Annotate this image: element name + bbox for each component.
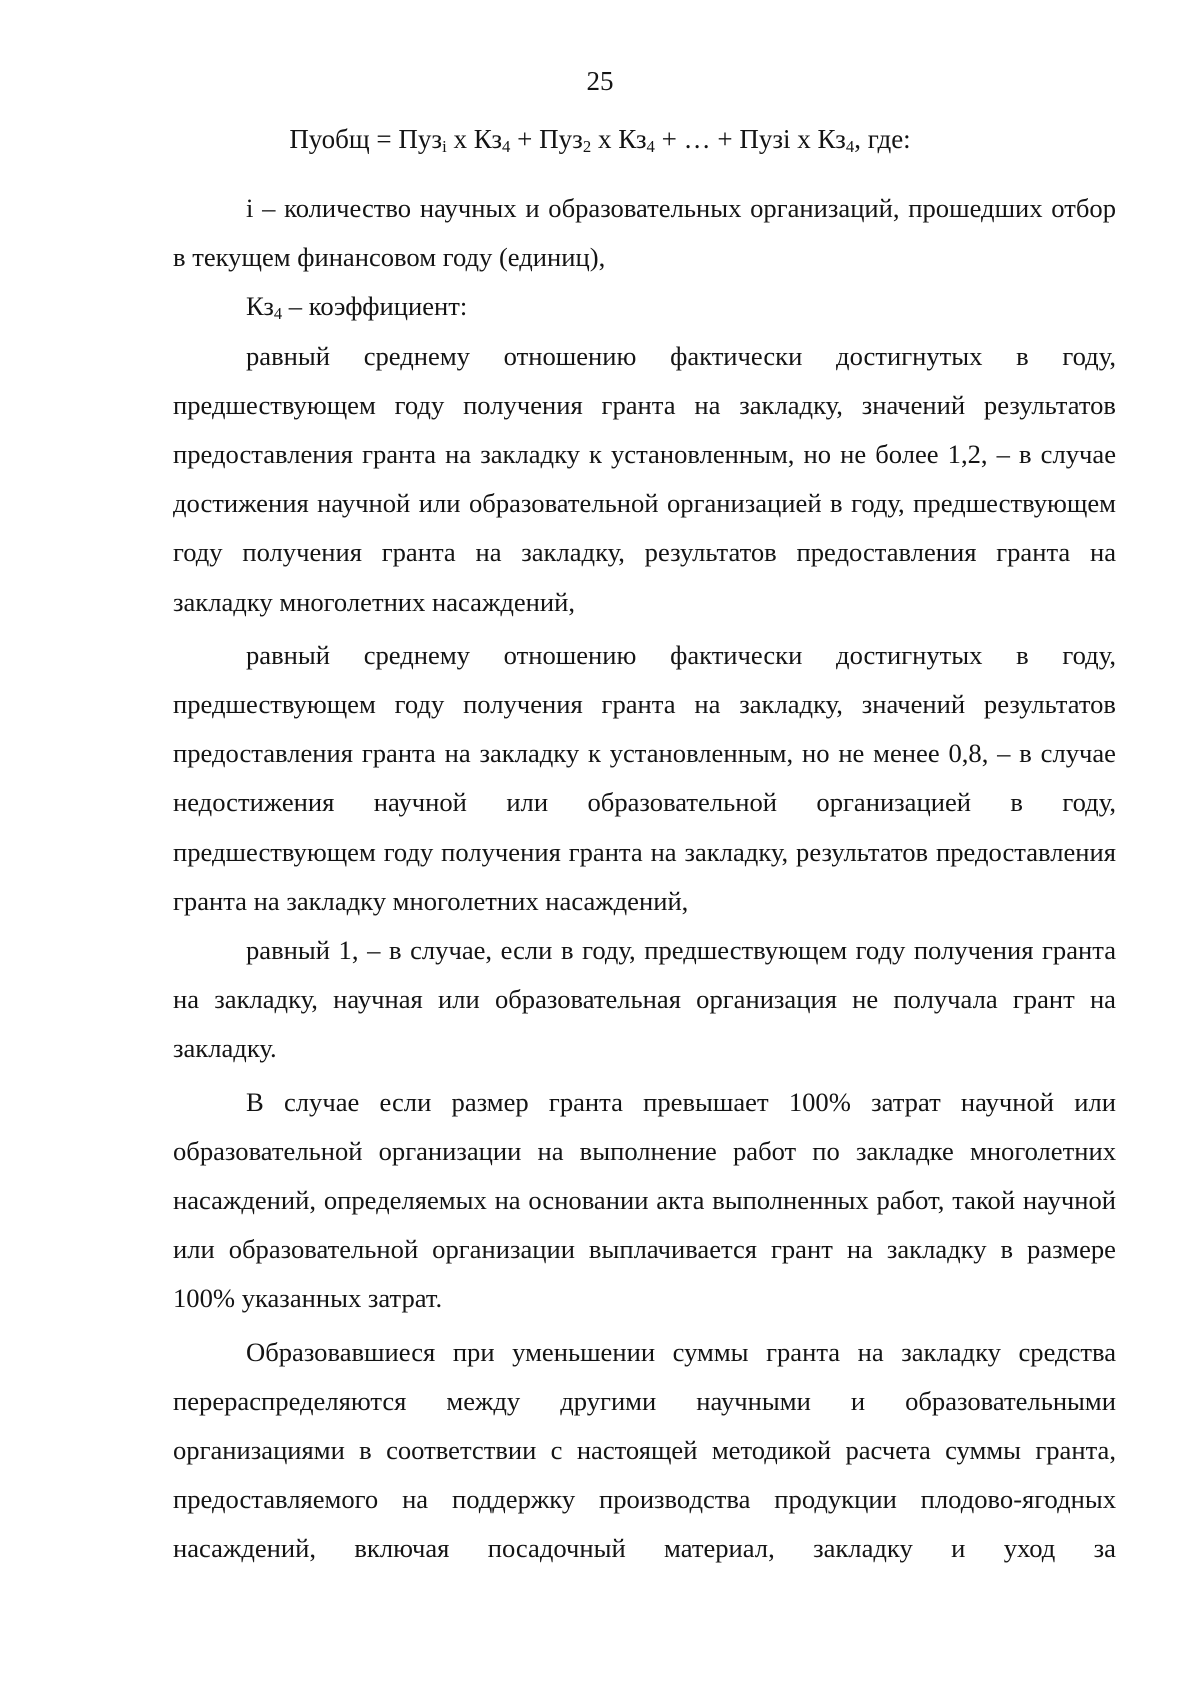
paragraph-grant-limit: В случае если размер гранта превышает 100% затрат научной или образовательной организации на выполнение работ по закладке многолетних насаждений, определяемых на основании акта выполненных работ, такой научной или образовательной организации выплачивается грант на закладку в размере 100% указанных затрат. [173,1086,1116,1314]
paragraph-case-not-achieved: равный среднему отношению фактически достигнутых в году, предшествующем году получения гранта на закладку, значений результатов предоставления гранта на закладку к установленным, но не менее 0,8, – в случае недостижения научной или образовательной организацией в году, предшествующем году получения гранта на закладку, результатов предоставления гранта на закладку многолетних насаждений, [173,639,1116,916]
paragraph-i-definition: i – количество научных и образовательных организаций, прошедших отбор в текущем финансовом году (единиц), [173,193,1116,273]
paragraph-case-no-grant: равный 1, – в случае, если в году, предшествующем году получения гранта на закладку, научная или образовательная организация не получала грант на закладку. [173,935,1116,1064]
formula: Пуобщ = Пуз$_i$ х $Кз_4 + Пуз_2$ х $Кз_4$ + … + Пузi х $Кз_4$, где: [289,124,911,157]
document-body [173,184,1116,1574]
paragraph-case-achieved: равный среднему отношению фактически достигнутых в году, предшествующем году получения гранта на закладку, значений результатов предоставления гранта на закладку к установленным, но не более 1,2, – в случае достижения научной или образовательной организацией в году, предшествующем году получения гранта на закладку, результатов предоставления гранта на закладку многолетних насаждений, [173,340,1116,617]
paragraph-kz-definition: $Кз_4$ – коэффициент: [246,291,468,324]
page-number: 25 [586,66,614,96]
paragraph-redistribution: Образовавшиеся при уменьшении суммы гранта на закладку средства перераспределяются между другими научными и образовательными организациями в соответствии с настоящей методикой расчета суммы гранта, предоставляемого на поддержку производства продукции плодово-ягодных насаждений, включая посадочный материал, закладку и уход за [173,1336,1116,1564]
